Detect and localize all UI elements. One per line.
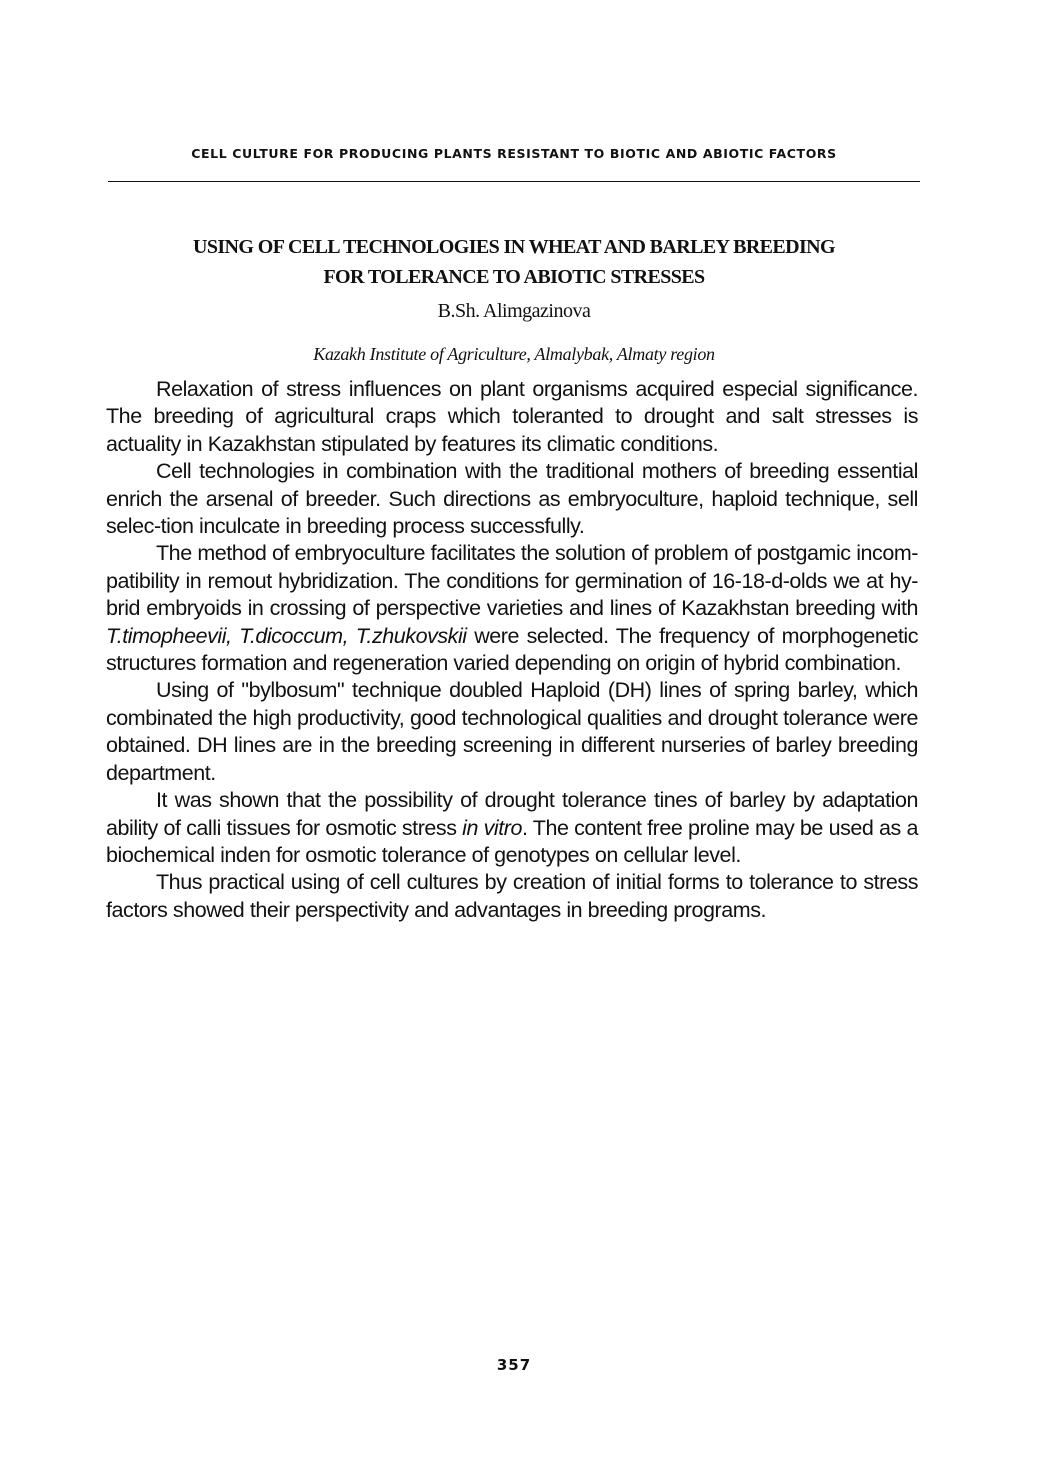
paragraph-5-text-b: . The content free proline may be used as a biochemical inden for osmotic tolerance of genotypes on cellular level.: [106, 815, 918, 867]
paragraph-3: [106, 540, 918, 677]
article-title: [100, 232, 928, 292]
article-body: [106, 376, 918, 924]
species-name-dicoccum: T.dicoccum,: [239, 623, 349, 648]
author-name: B.Sh. Alimgazinova: [437, 300, 591, 322]
running-head-rule: [108, 181, 920, 182]
species-name-zhukovskii: T.zhukovskii: [355, 623, 467, 648]
article-title-line-1: USING OF CELL TECHNOLOGIES IN WHEAT AND BARLEY BREEDING: [193, 236, 835, 258]
paragraph-5-text-a: It was shown that the possibility of drought tolerance tines of barley by adaptation ability of calli tissues for osmotic stress: [106, 788, 918, 840]
author-affiliation: Kazakh Institute of Agriculture, Almalybak, Almaty region: [313, 344, 715, 364]
paragraph-3-text-b: were selected. The frequency of morphogenetic structures formation and regeneration varied depending on origin of hybrid combination.: [106, 623, 919, 676]
running-head: CELL CULTURE FOR PRODUCING PLANTS RESISTANT TO BIOTIC AND ABIOTIC FACTORS: [191, 146, 837, 161]
paragraph-5: [106, 787, 918, 869]
term-in-vitro: in vitro: [462, 815, 522, 840]
species-name-timopheevii: T.timopheevii,: [106, 623, 232, 648]
paragraph-2: Cell technologies in combination with the traditional mothers of breeding essential enrich the arsenal of breeder. Such directions as embryoculture, haploid technique, sell selec-tion inculcate in breeding process successfully.: [106, 459, 918, 539]
paragraph-1: Relaxation of stress influences on plant organisms acquired especial significance. The breeding of agricultural craps which toleranted to drought and salt stresses is actuality in Kazakhstan stipulated by features its climatic conditions.: [106, 377, 918, 456]
paragraph-6: Thus practical using of cell cultures by creation of initial forms to tolerance to stress factors showed their perspectivity and advantages in breeding programs.: [106, 870, 918, 922]
paragraph-3-text-a: The method of embryoculture facilitates the solution of problem of postgamic incom-patibility in remout hybridization. The conditions for germination of 16-18-d-olds we at hy-brid embryoids in crossing of perspective varieties and lines of Kazakhstan breeding with: [106, 541, 918, 621]
paragraph-4: Using of "bylbosum" technique doubled Haploid (DH) lines of spring barley, which combinated the high productivity, good technological qualities and drought tolerance were obtained. DH lines are in the breeding screening in different nurseries of barley breeding department.: [106, 678, 918, 785]
page-number: 357: [496, 1356, 532, 1374]
article-title-line-2: FOR TOLERANCE TO ABIOTIC STRESSES: [323, 266, 705, 288]
